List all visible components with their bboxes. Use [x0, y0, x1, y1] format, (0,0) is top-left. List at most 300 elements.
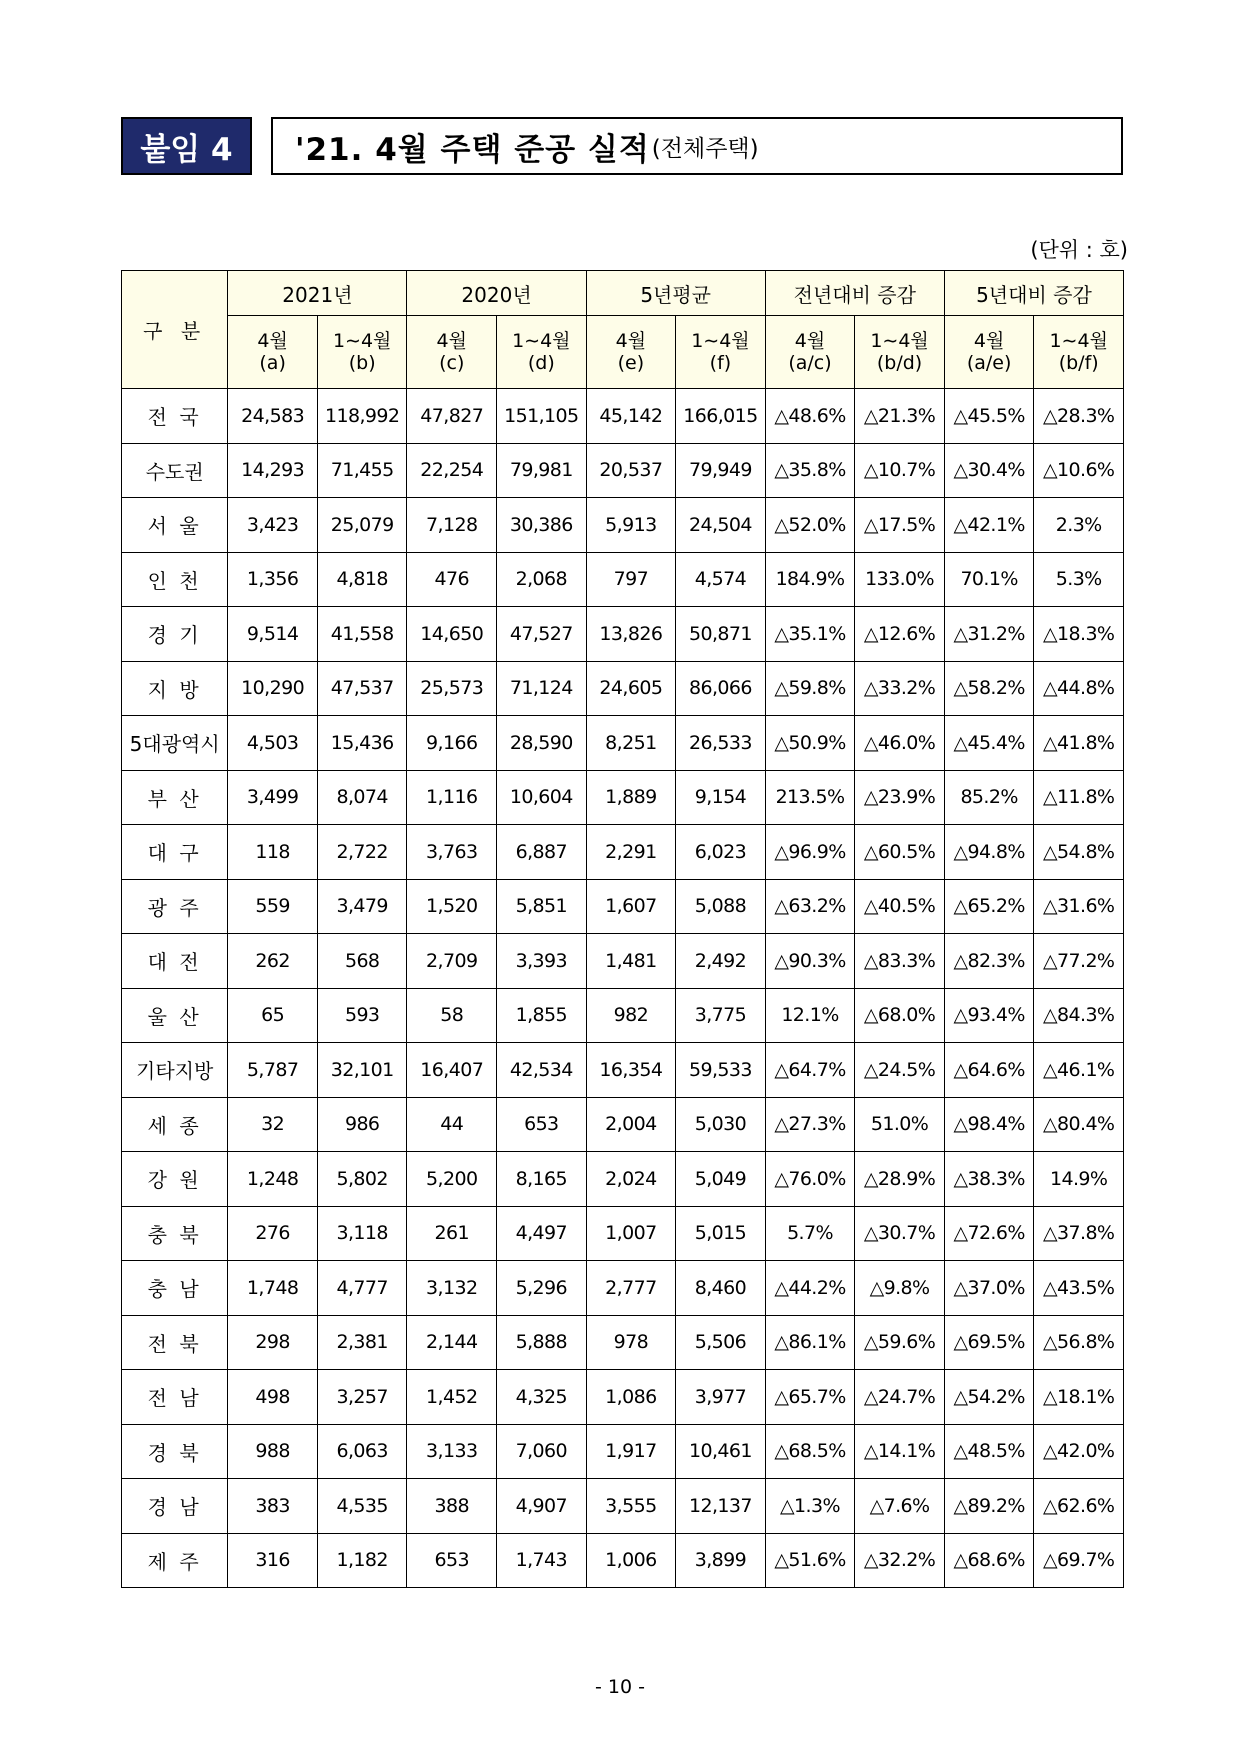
table-cell: △93.4% — [944, 988, 1034, 1043]
table-cell: △62.6% — [1034, 1479, 1124, 1534]
table-cell: 2,004 — [586, 1097, 676, 1152]
table-cell: 28,590 — [497, 716, 587, 771]
table-cell: 10,604 — [497, 770, 587, 825]
table-row — [122, 934, 1124, 989]
group-header: 2020년 — [407, 271, 586, 316]
table-cell: 86,066 — [676, 661, 766, 716]
table-cell: △21.3% — [855, 389, 945, 444]
table-cell: 166,015 — [676, 389, 766, 444]
table-cell: 32 — [228, 1097, 318, 1152]
table-cell: 71,455 — [317, 443, 407, 498]
sub-header-code: (d) — [527, 352, 555, 374]
table-cell: 133.0% — [855, 552, 945, 607]
completion-table — [121, 270, 1124, 1588]
page-title: '21. 4월 주택 준공 실적 — [295, 131, 650, 168]
table-header — [122, 271, 1124, 389]
table-cell: 6,023 — [676, 825, 766, 880]
table-cell: 3,763 — [407, 825, 497, 880]
table-cell: △7.6% — [855, 1479, 945, 1534]
table-cell: 213.5% — [765, 770, 855, 825]
table-cell: 44 — [407, 1097, 497, 1152]
row-label: 전 남 — [122, 1370, 228, 1425]
table-cell: 14.9% — [1034, 1152, 1124, 1207]
table-cell: 1,889 — [586, 770, 676, 825]
sub-header — [317, 316, 407, 389]
table-cell: 5,088 — [676, 879, 766, 934]
sub-header-code: (e) — [617, 352, 645, 374]
sub-header-period: 4월 — [257, 330, 288, 352]
table-cell: △46.1% — [1034, 1043, 1124, 1098]
table-cell: 3,479 — [317, 879, 407, 934]
table-cell: 4,535 — [317, 1479, 407, 1534]
table-cell: 71,124 — [497, 661, 587, 716]
table-cell: △31.2% — [944, 607, 1034, 662]
table-cell: 118,992 — [317, 389, 407, 444]
sub-header — [765, 316, 855, 389]
table-row — [122, 607, 1124, 662]
table-cell: 276 — [228, 1206, 318, 1261]
table-cell: 2,068 — [497, 552, 587, 607]
table-cell: 1,182 — [317, 1533, 407, 1588]
table-cell: 1,743 — [497, 1533, 587, 1588]
sub-header-code: (b/f) — [1058, 352, 1099, 374]
table-cell: △12.6% — [855, 607, 945, 662]
table-cell: △14.1% — [855, 1424, 945, 1479]
table-row — [122, 443, 1124, 498]
table-cell: 4,503 — [228, 716, 318, 771]
table-cell: 24,504 — [676, 498, 766, 553]
table-cell: 2,144 — [407, 1315, 497, 1370]
sub-header-period: 4월 — [615, 330, 647, 352]
table-cell: △42.0% — [1034, 1424, 1124, 1479]
table-cell: △37.8% — [1034, 1206, 1124, 1261]
sub-header-period: 4월 — [436, 330, 467, 352]
table-cell: 1,452 — [407, 1370, 497, 1425]
table-cell: 25,573 — [407, 661, 497, 716]
table-cell: 20,537 — [586, 443, 676, 498]
table-cell: △44.8% — [1034, 661, 1124, 716]
table-cell: △86.1% — [765, 1315, 855, 1370]
sub-header-code: (a/e) — [966, 352, 1012, 374]
table-cell: 45,142 — [586, 389, 676, 444]
table-cell: 5,851 — [497, 879, 587, 934]
table-cell: △54.8% — [1034, 825, 1124, 880]
table-cell: 8,460 — [676, 1261, 766, 1316]
table-cell: △52.0% — [765, 498, 855, 553]
table-cell: 5,506 — [676, 1315, 766, 1370]
table-cell: 1,855 — [497, 988, 587, 1043]
table-cell: △33.2% — [855, 661, 945, 716]
table-cell: 476 — [407, 552, 497, 607]
table-cell: 5,200 — [407, 1152, 497, 1207]
table-cell: 26,533 — [676, 716, 766, 771]
table-cell: 261 — [407, 1206, 497, 1261]
table-cell: 2,777 — [586, 1261, 676, 1316]
table-cell: △50.9% — [765, 716, 855, 771]
table-cell: 51.0% — [855, 1097, 945, 1152]
sub-header-code: (f) — [709, 352, 732, 374]
table-cell: 1,917 — [586, 1424, 676, 1479]
table-cell: △40.5% — [855, 879, 945, 934]
table-cell: △30.4% — [944, 443, 1034, 498]
sub-header-period: 1∼4월 — [691, 330, 750, 352]
table-cell: 65 — [228, 988, 318, 1043]
table-cell: 1,006 — [586, 1533, 676, 1588]
unit-note: (단위 : 호) — [1030, 238, 1128, 262]
sub-header — [855, 316, 945, 389]
table-cell: 498 — [228, 1370, 318, 1425]
attachment-tag-label: 붙임 4 — [140, 131, 233, 168]
table-cell: △64.7% — [765, 1043, 855, 1098]
table-cell: △24.5% — [855, 1043, 945, 1098]
table-cell: 9,514 — [228, 607, 318, 662]
table-cell: △31.6% — [1034, 879, 1124, 934]
table-cell: △28.9% — [855, 1152, 945, 1207]
table-row — [122, 661, 1124, 716]
table-cell: △80.4% — [1034, 1097, 1124, 1152]
row-label: 경 기 — [122, 607, 228, 662]
sub-header-period: 1∼4월 — [332, 330, 392, 352]
table-cell: △69.5% — [944, 1315, 1034, 1370]
table-cell: △48.6% — [765, 389, 855, 444]
table-cell: 16,354 — [586, 1043, 676, 1098]
table-row — [122, 498, 1124, 553]
table-cell: 2.3% — [1034, 498, 1124, 553]
table-cell: △65.7% — [765, 1370, 855, 1425]
sub-header-period: 1∼4월 — [870, 330, 929, 352]
table-cell: △28.3% — [1034, 389, 1124, 444]
table-cell: 12.1% — [765, 988, 855, 1043]
table-row — [122, 1261, 1124, 1316]
table-cell: 1,356 — [228, 552, 318, 607]
table-cell: 4,818 — [317, 552, 407, 607]
table-cell: △45.5% — [944, 389, 1034, 444]
table-cell: △69.7% — [1034, 1533, 1124, 1588]
table-cell: 5,296 — [497, 1261, 587, 1316]
table-row — [122, 1479, 1124, 1534]
table-cell: △30.7% — [855, 1206, 945, 1261]
table-cell: △84.3% — [1034, 988, 1124, 1043]
table-cell: △24.7% — [855, 1370, 945, 1425]
table-row — [122, 1533, 1124, 1588]
table-cell: 1,086 — [586, 1370, 676, 1425]
table-cell: △32.2% — [855, 1533, 945, 1588]
table-cell: △98.4% — [944, 1097, 1034, 1152]
table-cell: 4,777 — [317, 1261, 407, 1316]
row-label: 충 남 — [122, 1261, 228, 1316]
table-cell: 9,154 — [676, 770, 766, 825]
table-cell: 5,049 — [676, 1152, 766, 1207]
sub-header-code: (b) — [348, 352, 376, 374]
table-cell: △41.8% — [1034, 716, 1124, 771]
table-cell: △58.2% — [944, 661, 1034, 716]
table-cell: 184.9% — [765, 552, 855, 607]
sub-header — [676, 316, 766, 389]
sub-header — [944, 316, 1034, 389]
table-row — [122, 879, 1124, 934]
table-cell: △63.2% — [765, 879, 855, 934]
table-cell: △42.1% — [944, 498, 1034, 553]
table-cell: △83.3% — [855, 934, 945, 989]
table-cell: 3,257 — [317, 1370, 407, 1425]
table-cell: △43.5% — [1034, 1261, 1124, 1316]
table-cell: 25,079 — [317, 498, 407, 553]
table-cell: 79,949 — [676, 443, 766, 498]
table-cell: 5,913 — [586, 498, 676, 553]
table-cell: 383 — [228, 1479, 318, 1534]
table-row — [122, 1206, 1124, 1261]
table-row — [122, 1097, 1124, 1152]
table-cell: 85.2% — [944, 770, 1034, 825]
table-cell: △94.8% — [944, 825, 1034, 880]
sub-header-period: 1∼4월 — [512, 330, 571, 352]
table-cell: △76.0% — [765, 1152, 855, 1207]
sub-header-period: 4월 — [973, 330, 1005, 352]
table-cell: 988 — [228, 1424, 318, 1479]
table-cell: 4,325 — [497, 1370, 587, 1425]
row-label: 인 천 — [122, 552, 228, 607]
table-cell: △9.8% — [855, 1261, 945, 1316]
table-cell: △44.2% — [765, 1261, 855, 1316]
table-cell: △17.5% — [855, 498, 945, 553]
table-cell: 568 — [317, 934, 407, 989]
table-cell: 1,520 — [407, 879, 497, 934]
table-cell: 559 — [228, 879, 318, 934]
table-cell: △11.8% — [1034, 770, 1124, 825]
table-cell: 10,461 — [676, 1424, 766, 1479]
table-cell: 6,063 — [317, 1424, 407, 1479]
row-label: 서 울 — [122, 498, 228, 553]
table-cell: 593 — [317, 988, 407, 1043]
table-row — [122, 1424, 1124, 1479]
sub-header — [407, 316, 497, 389]
table-cell: △35.8% — [765, 443, 855, 498]
table-cell: 316 — [228, 1533, 318, 1588]
table-row — [122, 1315, 1124, 1370]
table-cell: 14,650 — [407, 607, 497, 662]
table-cell: 3,775 — [676, 988, 766, 1043]
table-cell: △65.2% — [944, 879, 1034, 934]
page-number: - 10 - — [595, 1676, 645, 1698]
row-label: 광 주 — [122, 879, 228, 934]
table-cell: 262 — [228, 934, 318, 989]
group-header: 5년대비 증감 — [944, 271, 1123, 316]
table-cell: 3,899 — [676, 1533, 766, 1588]
table-cell: 5,015 — [676, 1206, 766, 1261]
row-label: 울 산 — [122, 988, 228, 1043]
table-cell: △82.3% — [944, 934, 1034, 989]
table-cell: 8,165 — [497, 1152, 587, 1207]
table-cell: 5,802 — [317, 1152, 407, 1207]
corner-header — [122, 271, 228, 389]
table-cell: 4,574 — [676, 552, 766, 607]
row-label: 전 국 — [122, 389, 228, 444]
table-cell: 2,381 — [317, 1315, 407, 1370]
table-cell: 388 — [407, 1479, 497, 1534]
row-label: 강 원 — [122, 1152, 228, 1207]
table-cell: △68.5% — [765, 1424, 855, 1479]
table-row — [122, 825, 1124, 880]
table-cell: 1,248 — [228, 1152, 318, 1207]
table-cell: △64.6% — [944, 1043, 1034, 1098]
table-cell: 5.3% — [1034, 552, 1124, 607]
table-cell: 1,116 — [407, 770, 497, 825]
table-cell: △18.3% — [1034, 607, 1124, 662]
title-box — [271, 117, 1123, 175]
sub-header — [228, 316, 318, 389]
table-cell: 47,527 — [497, 607, 587, 662]
row-label: 경 남 — [122, 1479, 228, 1534]
table-cell: 30,386 — [497, 498, 587, 553]
table-cell: 982 — [586, 988, 676, 1043]
table-cell: 5,888 — [497, 1315, 587, 1370]
table-body — [122, 389, 1124, 1588]
table-cell: △68.0% — [855, 988, 945, 1043]
sub-header-period: 1∼4월 — [1049, 330, 1108, 352]
table-cell: △68.6% — [944, 1533, 1034, 1588]
table-cell: 2,709 — [407, 934, 497, 989]
table-cell: 16,407 — [407, 1043, 497, 1098]
table-cell: 797 — [586, 552, 676, 607]
table-cell: 42,534 — [497, 1043, 587, 1098]
sub-header-code: (c) — [439, 352, 465, 374]
table-cell: △72.6% — [944, 1206, 1034, 1261]
table-cell: 22,254 — [407, 443, 497, 498]
table-cell: 4,907 — [497, 1479, 587, 1534]
table-cell: 13,826 — [586, 607, 676, 662]
table-cell: 2,291 — [586, 825, 676, 880]
table-cell: △59.6% — [855, 1315, 945, 1370]
table-cell: △48.5% — [944, 1424, 1034, 1479]
attachment-tag — [121, 117, 252, 175]
row-label: 대 구 — [122, 825, 228, 880]
table-cell: △35.1% — [765, 607, 855, 662]
row-label: 5대광역시 — [122, 716, 228, 771]
table-cell: 3,555 — [586, 1479, 676, 1534]
table-cell: △27.3% — [765, 1097, 855, 1152]
table-row — [122, 770, 1124, 825]
table-cell: △46.0% — [855, 716, 945, 771]
table-cell: 7,060 — [497, 1424, 587, 1479]
table-cell: 24,605 — [586, 661, 676, 716]
table-cell: 24,583 — [228, 389, 318, 444]
row-label: 지 방 — [122, 661, 228, 716]
table-cell: 12,137 — [676, 1479, 766, 1534]
row-label: 세 종 — [122, 1097, 228, 1152]
table-cell: 47,827 — [407, 389, 497, 444]
table-cell: 3,132 — [407, 1261, 497, 1316]
table-cell: 3,133 — [407, 1424, 497, 1479]
table-row — [122, 552, 1124, 607]
group-header: 전년대비 증감 — [765, 271, 944, 316]
table-cell: 70.1% — [944, 552, 1034, 607]
table-cell: 151,105 — [497, 389, 587, 444]
table-cell: △60.5% — [855, 825, 945, 880]
table-cell: 653 — [497, 1097, 587, 1152]
table-cell: △59.8% — [765, 661, 855, 716]
table-cell: 2,024 — [586, 1152, 676, 1207]
row-label: 대 전 — [122, 934, 228, 989]
table-row — [122, 988, 1124, 1043]
table-cell: 986 — [317, 1097, 407, 1152]
table-cell: 79,981 — [497, 443, 587, 498]
row-label: 수도권 — [122, 443, 228, 498]
table-row — [122, 716, 1124, 771]
table-cell: △1.3% — [765, 1479, 855, 1534]
corner-label: 구 분 — [143, 319, 207, 343]
page-subtitle: (전체주택) — [651, 135, 759, 162]
table-cell: △89.2% — [944, 1479, 1034, 1534]
table-cell: △90.3% — [765, 934, 855, 989]
table-row — [122, 389, 1124, 444]
table-row — [122, 1152, 1124, 1207]
sub-header — [586, 316, 676, 389]
table-cell: △51.6% — [765, 1533, 855, 1588]
table-cell: △23.9% — [855, 770, 945, 825]
table-cell: 3,118 — [317, 1206, 407, 1261]
table-cell: 50,871 — [676, 607, 766, 662]
table-cell: 9,166 — [407, 716, 497, 771]
table-cell: 2,492 — [676, 934, 766, 989]
table-cell: 5,787 — [228, 1043, 318, 1098]
table-cell: 3,499 — [228, 770, 318, 825]
table-cell: △56.8% — [1034, 1315, 1124, 1370]
table-cell: 118 — [228, 825, 318, 880]
sub-header-code: (b/d) — [876, 352, 923, 374]
table-cell: 1,607 — [586, 879, 676, 934]
table-cell: △38.3% — [944, 1152, 1034, 1207]
table-cell: △45.4% — [944, 716, 1034, 771]
table-cell: 14,293 — [228, 443, 318, 498]
table-cell: 10,290 — [228, 661, 318, 716]
row-label: 경 북 — [122, 1424, 228, 1479]
table-cell: 32,101 — [317, 1043, 407, 1098]
table-cell: △77.2% — [1034, 934, 1124, 989]
table-cell: △18.1% — [1034, 1370, 1124, 1425]
group-header: 2021년 — [228, 271, 407, 316]
table-cell: 5,030 — [676, 1097, 766, 1152]
table-cell: 7,128 — [407, 498, 497, 553]
table-cell: 978 — [586, 1315, 676, 1370]
table-cell: 1,481 — [586, 934, 676, 989]
table-cell: 1,007 — [586, 1206, 676, 1261]
table-cell: 59,533 — [676, 1043, 766, 1098]
row-label: 제 주 — [122, 1533, 228, 1588]
sub-header — [497, 316, 587, 389]
sub-header-code: (a) — [259, 352, 286, 374]
table-cell: 3,423 — [228, 498, 318, 553]
table-cell: 4,497 — [497, 1206, 587, 1261]
sub-header — [1034, 316, 1124, 389]
table-cell: 15,436 — [317, 716, 407, 771]
table-cell: 653 — [407, 1533, 497, 1588]
row-label: 충 북 — [122, 1206, 228, 1261]
row-label: 부 산 — [122, 770, 228, 825]
table-cell: 8,251 — [586, 716, 676, 771]
table-cell: 8,074 — [317, 770, 407, 825]
sub-header-code: (a/c) — [788, 352, 832, 374]
table-cell: 58 — [407, 988, 497, 1043]
sub-header-period: 4월 — [794, 330, 826, 352]
table-cell: 1,748 — [228, 1261, 318, 1316]
table-cell: 2,722 — [317, 825, 407, 880]
table-cell: △10.7% — [855, 443, 945, 498]
table-cell: 47,537 — [317, 661, 407, 716]
table-cell: 298 — [228, 1315, 318, 1370]
table-cell: △54.2% — [944, 1370, 1034, 1425]
table-row — [122, 1043, 1124, 1098]
table-cell: △37.0% — [944, 1261, 1034, 1316]
